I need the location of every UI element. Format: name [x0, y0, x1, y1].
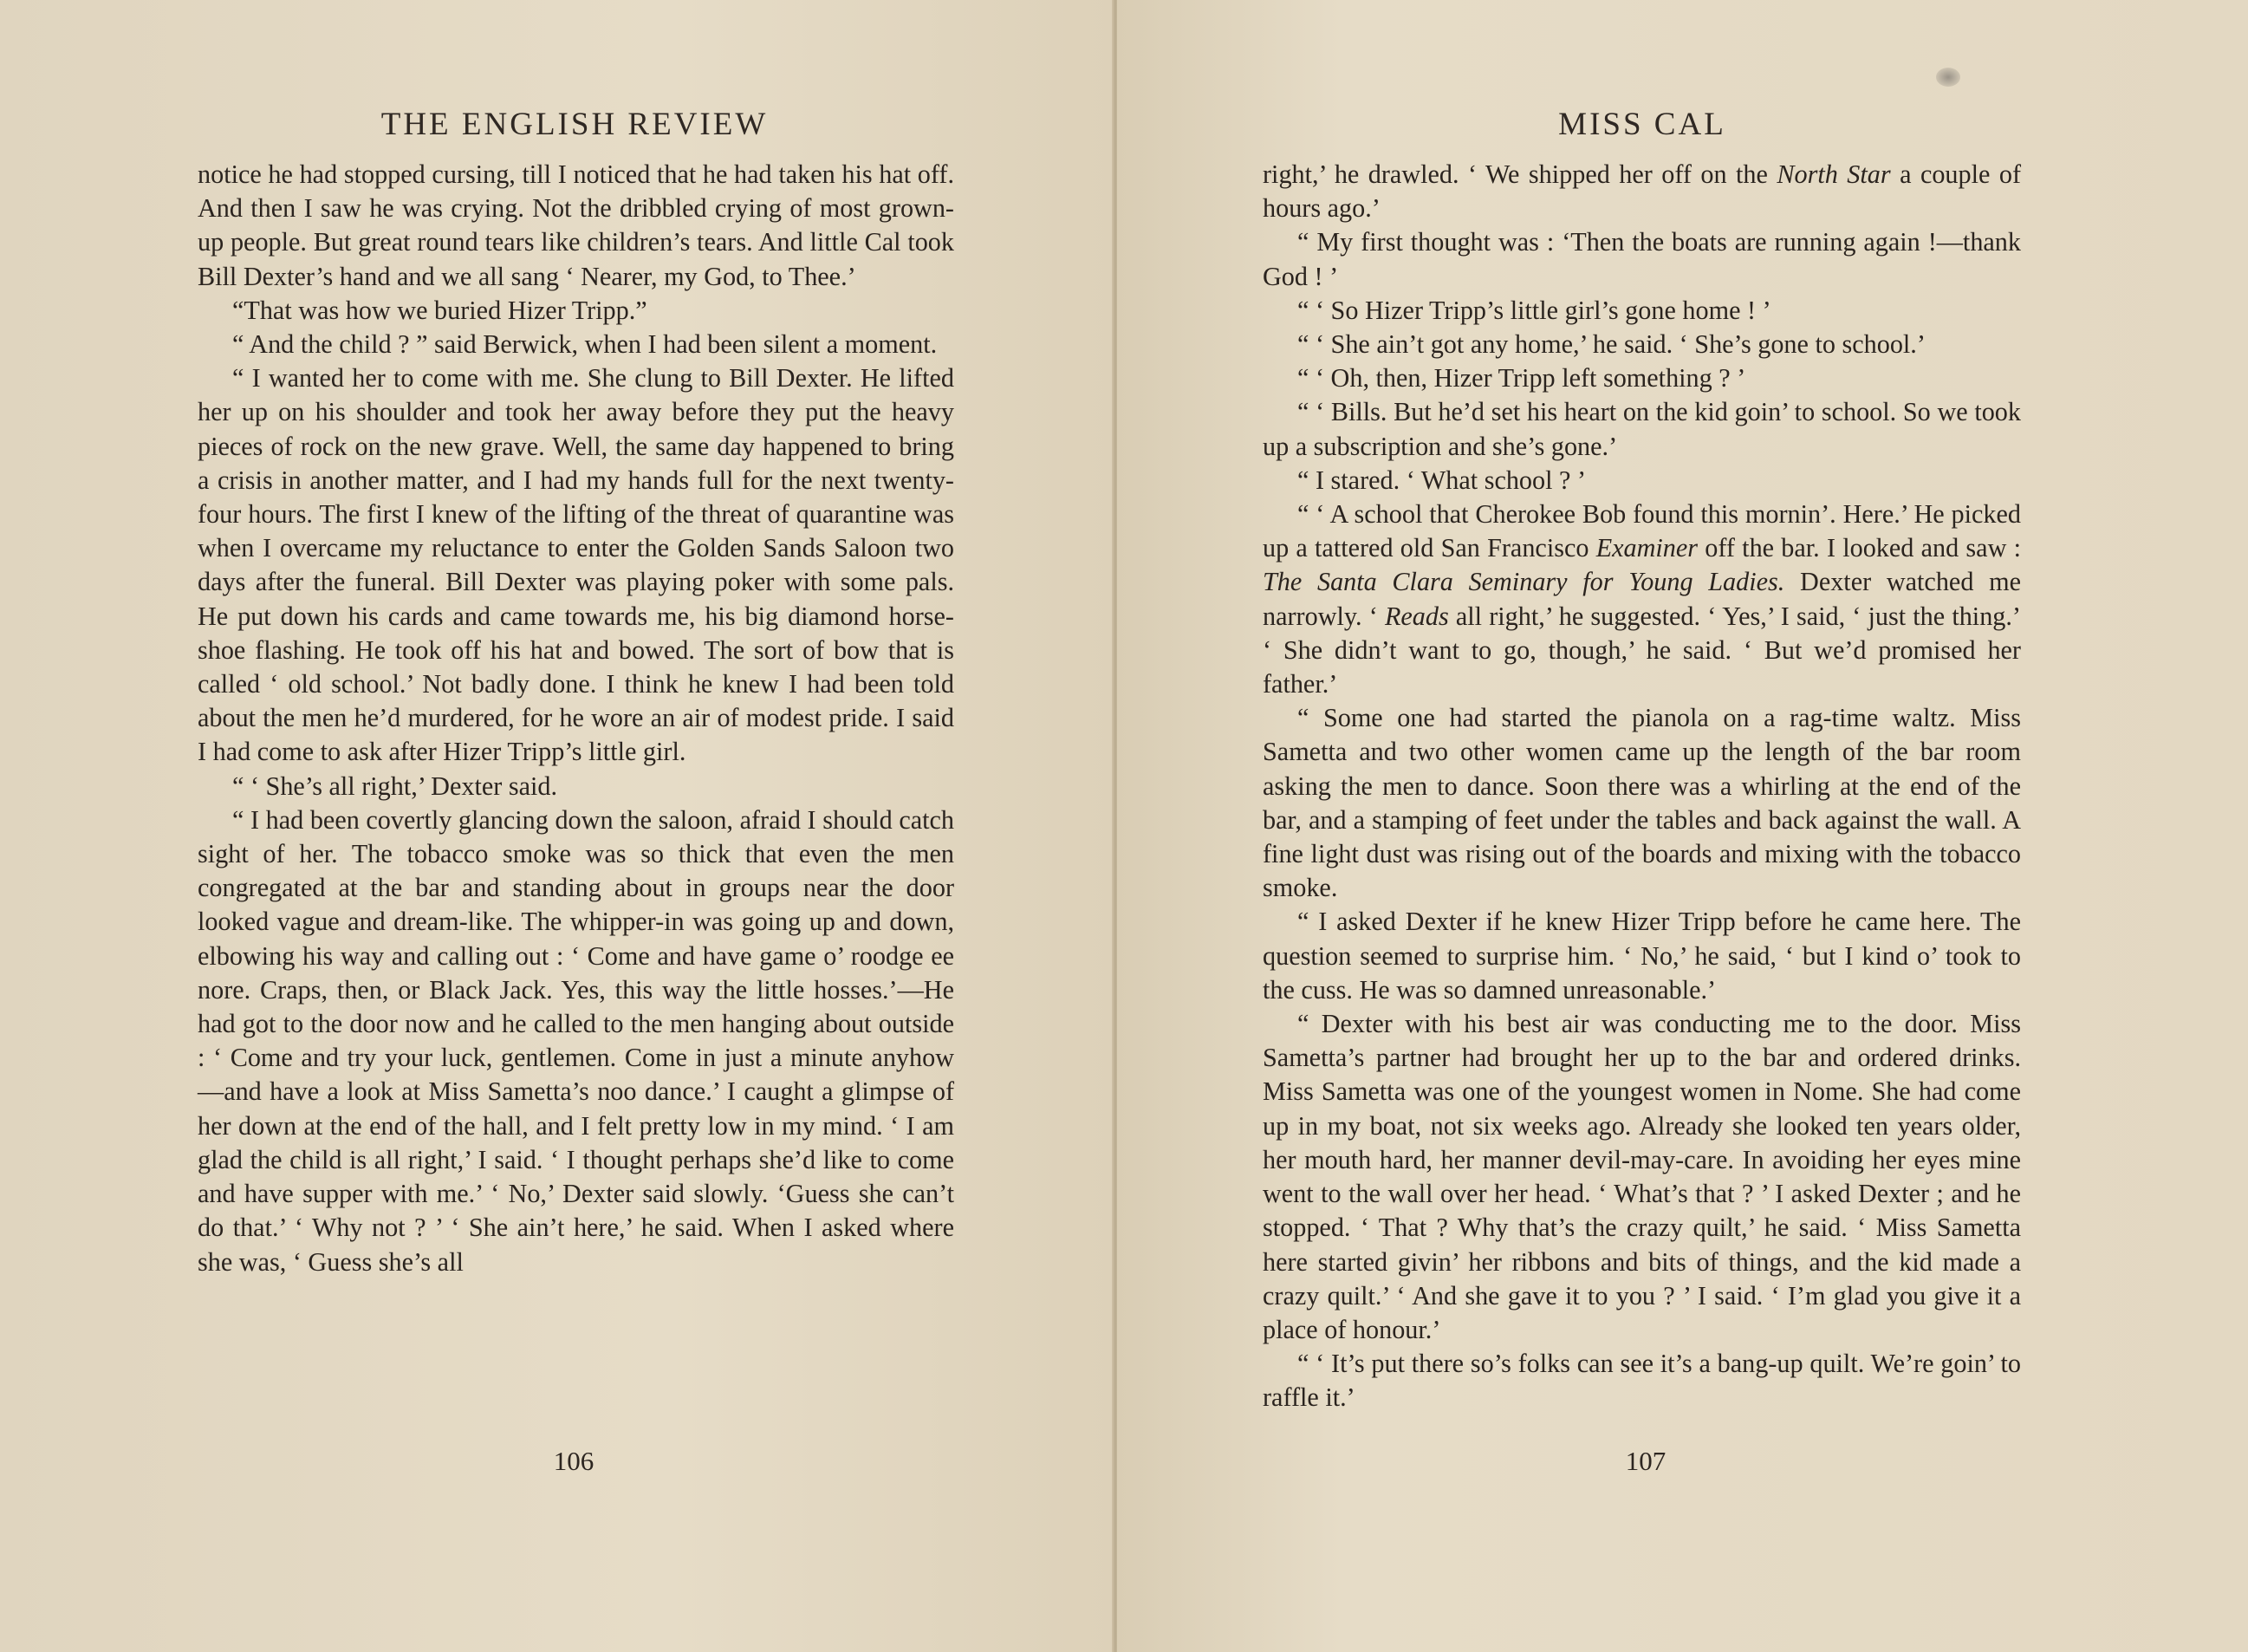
paragraph: “ ‘ A school that Cherokee Bob found this mornin’. Here.’ He picked up a tattered old San Francisco Examiner off the bar. I looked and saw : The Santa Clara Seminary for Young Ladies. Dexter watched me narrowly. ‘ Reads all right,’ he suggested. ‘ Yes,’ I said, ‘ just the thing.’ ‘ She didn’t want to go, though,’ he said. ‘ But we’d promised her father.’ [1263, 499, 2021, 699]
paragraph: “ My first thought was : ‘Then the boats are running again !—thank God ! ’ [1263, 227, 2021, 291]
paragraph: “ I stared. ‘ What school ? ’ [1297, 465, 1587, 495]
right-page [1117, 0, 2248, 1652]
running-head-left: THE ENGLISH REVIEW [380, 107, 769, 142]
smudge-mark [1936, 68, 1960, 87]
running-head-right: MISS CAL [1558, 107, 1726, 142]
paragraph: “ Dexter with his best air was conducting me to the door. Miss Sametta’s partner had brought her up to the bar and ordered drinks. Miss Sametta was one of the youngest women in Nome. She had come up in my boat, not six weeks ago. Already she looked ten years older, her mouth hard, her manner devil-may-care. In avoiding her eyes mine went to the wall over her head. ‘ What’s that ? ’ I asked Dexter ; and he stopped. ‘ That ? Why that’s the crazy quilt,’ he said. ‘ Miss Sametta here started givin’ her ribbons and bits of things, and the kid made a crazy quilt.’ ‘ And she gave it to you ? ’ I said. ‘ I’m glad you give it a place of honour.’ [1263, 1009, 2021, 1344]
paragraph: “ ‘ Oh, then, Hizer Tripp left something ? ’ [1297, 363, 1746, 393]
paragraph: notice he had stopped cursing, till I noticed that he had taken his hat off. And then I saw he was crying. Not the dribbled crying of most grown-up people. But great round tears like children’s tears. And little Cal took Bill Dexter’s hand and we all sang ‘ Nearer, my God, to Thee.’ [198, 159, 954, 291]
page-number-left: 106 [553, 1446, 594, 1476]
paragraph: right,’ he drawled. ‘ We shipped her off on the North Star a couple of hours ago.’ [1263, 159, 2022, 224]
paragraph: “ ‘ Bills. But he’d set his heart on the kid goin’ to school. So we took up a subscription and she’s gone.’ [1263, 397, 2021, 461]
right-page-body [1263, 158, 2021, 1415]
paragraph: “ ‘ She ain’t got any home,’ he said. ‘ She’s gone to school.’ [1297, 329, 1926, 360]
paragraph: “ ‘ She’s all right,’ Dexter said. [232, 771, 557, 801]
paragraph: “ I wanted her to come with me. She clung to Bill Dexter. He lifted her up on his shoulder and took her away before they put the heavy pieces of rock on the new grave. Well, the same day happened to bring a crisis in another matter, and I had my hands full for the next twenty-four hours. The first I knew of the lifting of the threat of quarantine was when I overcame my reluctance to enter the Golden Sands Saloon two days after the funeral. Bill Dexter was playing poker with some pals. He put down his cards and came towards me, his big diamond horse-shoe flashing. He took off his hat and bowed. The sort of bow that is called ‘ old school.’ Not badly done. I think he knew I had been told about the men he’d murdered, for he wore an air of modest pride. I said I had come to ask after Hizer Tripp’s little girl. [198, 363, 954, 767]
page-number-right: 107 [1625, 1446, 1667, 1476]
paragraph: “ I had been covertly glancing down the saloon, afraid I should catch sight of her. The tobacco smoke was so thick that even the men congregated at the bar and standing about in groups near the door looked vague and dream-like. The whipper-in was going up and down, elbowing his way and calling out : ‘ Come and have game o’ roodge ee nore. Craps, then, or Black Jack. Yes, this way the little hosses.’—He had got to the door now and he called to the men hanging about outside : ‘ Come and try your luck, gentlemen. Come in just a minute anyhow—and have a look at Miss Sametta’s noo dance.’ I caught a glimpse of her down at the end of the hall, and I felt pretty low in my mind. ‘ I am glad the child is all right,’ I said. ‘ I thought perhaps she’d like to come and have supper with me.’ ‘ No,’ Dexter said slowly. ‘Guess she can’t do that.’ ‘ Why not ? ’ ‘ She ain’t here,’ he said. When I asked where she was, ‘ Guess she’s all [198, 804, 954, 1277]
paragraph: “ ‘ So Hizer Tripp’s little girl’s gone home ! ’ [1297, 295, 1771, 325]
paragraph: “That was how we buried Hizer Tripp.” [232, 295, 647, 325]
left-page [0, 0, 1114, 1652]
paragraph: “ Some one had started the pianola on a rag-time waltz. Miss Sametta and two other women came up the length of the bar room asking the men to dance. Soon there was a whirling at the end of the bar, and a stamping of feet under the tables and back against the wall. A fine light dust was rising out of the boards and mixing with the tobacco smoke. [1263, 703, 2021, 903]
left-page-body [198, 158, 954, 1279]
paragraph: “ ‘ It’s put there so’s folks can see it’s a bang-up quilt. We’re goin’ to raffle it.’ [1263, 1349, 2021, 1413]
paragraph: “ I asked Dexter if he knew Hizer Tripp before he came here. The question seemed to surprise him. ‘ No,’ he said, ‘ but I kind o’ took to the cuss. He was so damned unreasonable.’ [1263, 907, 2021, 1005]
paragraph: “ And the child ? ” said Berwick, when I had been silent a moment. [232, 329, 938, 360]
